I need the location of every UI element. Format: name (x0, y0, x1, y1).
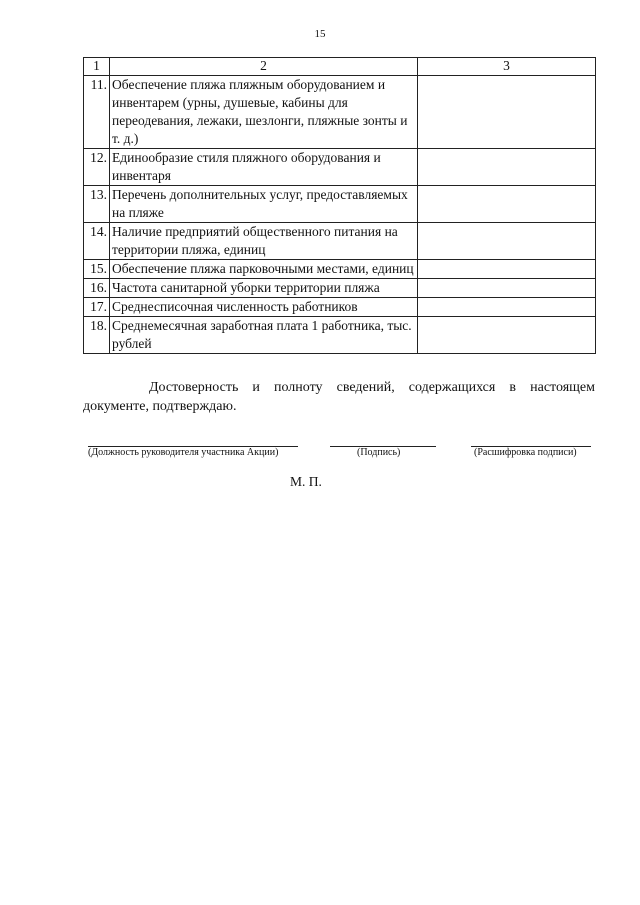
page-number: 15 (314, 28, 326, 40)
row-number: 12. (84, 149, 110, 186)
table-row (84, 260, 596, 279)
row-value[interactable] (418, 223, 596, 260)
criteria-table (83, 57, 596, 354)
confirmation-text: Достоверность и полноту сведений, содержащихся в настоящем документе, подтверждаю. (83, 380, 595, 414)
row-indicator: Среднесписочная численность работников (110, 298, 418, 317)
row-indicator: Частота санитарной уборки территории пляжа (110, 279, 418, 298)
row-indicator: Среднемесячная заработная плата 1 работника, тыс. рублей (110, 317, 418, 354)
row-number: 17. (84, 298, 110, 317)
row-value[interactable] (418, 317, 596, 354)
confirmation-paragraph (83, 378, 595, 416)
stamp-place-label: М. П. (290, 474, 322, 489)
row-indicator: Наличие предприятий общественного питания на территории пляжа, единиц (110, 223, 418, 260)
signature-caption: (Подпись) (357, 447, 401, 458)
row-number: 11. (84, 76, 110, 149)
row-value[interactable] (418, 260, 596, 279)
table-row (84, 298, 596, 317)
row-indicator: Перечень дополнительных услуг, предоставляемых на пляже (110, 186, 418, 223)
table-row (84, 223, 596, 260)
row-value[interactable] (418, 298, 596, 317)
row-number: 14. (84, 223, 110, 260)
table-row (84, 149, 596, 186)
table-row (84, 317, 596, 354)
row-value[interactable] (418, 76, 596, 149)
table-row (84, 279, 596, 298)
row-number: 13. (84, 186, 110, 223)
table-row (84, 186, 596, 223)
row-indicator: Обеспечение пляжа парковочными местами, единиц (110, 260, 418, 279)
row-indicator: Обеспечение пляжа пляжным оборудованием и инвентарем (урны, душевые, кабины для переодевания, лежаки, шезлонги, пляжные зонты и т. д.) (110, 76, 418, 149)
row-value[interactable] (418, 149, 596, 186)
row-number: 15. (84, 260, 110, 279)
row-value[interactable] (418, 279, 596, 298)
row-indicator: Единообразие стиля пляжного оборудования и инвентаря (110, 149, 418, 186)
position-caption: (Должность руководителя участника Акции) (88, 447, 279, 458)
row-value[interactable] (418, 186, 596, 223)
column-header-number: 1 (84, 58, 110, 76)
column-header-indicator: 2 (110, 58, 418, 76)
column-header-value: 3 (418, 58, 596, 76)
table-header-row (84, 58, 596, 76)
row-number: 16. (84, 279, 110, 298)
table-row (84, 76, 596, 149)
row-number: 18. (84, 317, 110, 354)
decoding-caption: (Расшифровка подписи) (474, 447, 577, 458)
